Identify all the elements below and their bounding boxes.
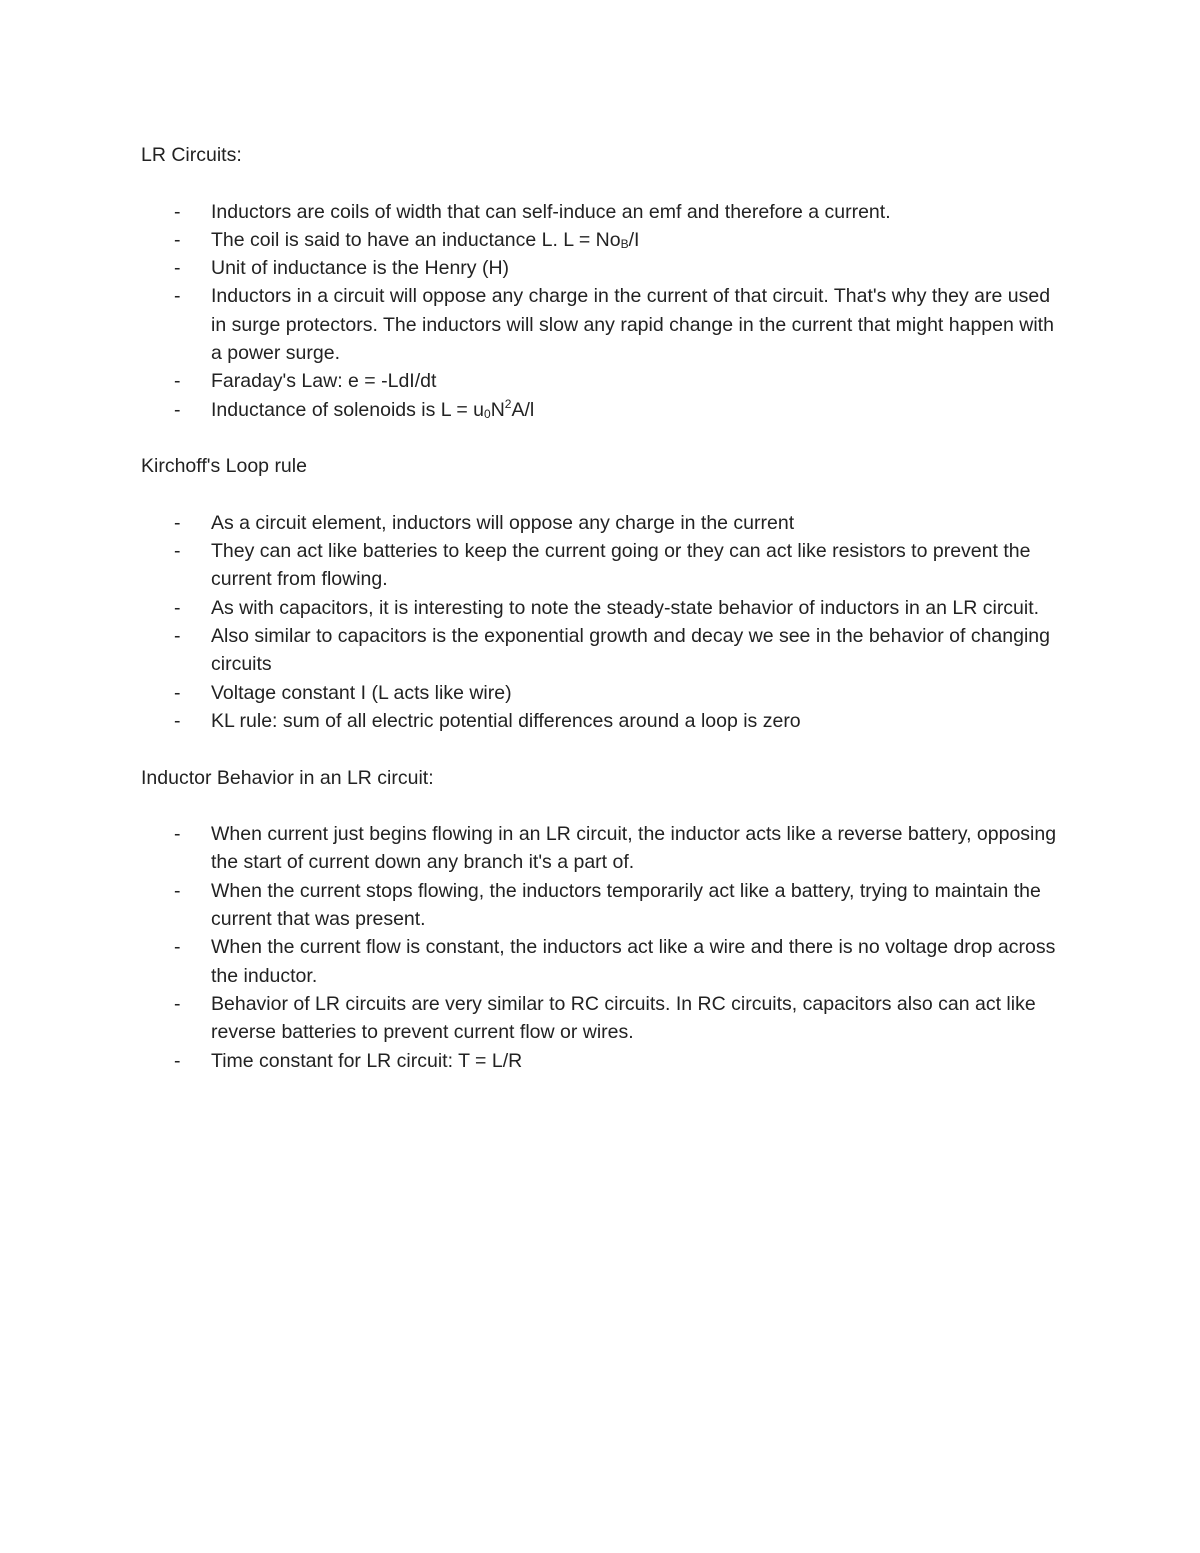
bullet-dash: -	[174, 1049, 181, 1072]
list-item	[141, 707, 1061, 735]
list-item-text: Voltage constant I (L acts like wire)	[211, 681, 512, 704]
list-item	[141, 509, 1061, 537]
bullet-dash: -	[174, 200, 181, 223]
bullet-list-inductor-behavior	[141, 820, 1061, 1075]
list-item-text: Time constant for LR circuit: T = L/R	[211, 1049, 523, 1072]
bullet-dash: -	[174, 285, 181, 308]
bullet-dash: -	[174, 596, 181, 619]
list-item-text: As with capacitors, it is interesting to note the steady-state behavior of inductors in an LR circuit.	[211, 596, 1040, 619]
bullet-dash: -	[174, 625, 181, 648]
list-item	[141, 820, 1061, 877]
bullet-dash: -	[174, 936, 181, 959]
list-item	[141, 1047, 1061, 1075]
list-item	[141, 396, 1061, 424]
formula-tail: /I	[628, 228, 640, 251]
bullet-dash: -	[174, 709, 181, 732]
list-item-text: When the current stops flowing, the inductors temporarily act like a battery, trying to maintain the current that was present.	[211, 879, 1041, 931]
list-item	[141, 933, 1061, 990]
list-item	[141, 282, 1061, 367]
list-item-text: Inductors are coils of width that can self-induce an emf and therefore a current.	[211, 200, 891, 223]
list-item	[141, 594, 1061, 622]
list-item	[141, 622, 1061, 679]
bullet-list-lr-circuits	[141, 198, 1061, 424]
bullet-dash: -	[174, 992, 181, 1015]
list-item	[141, 226, 1061, 254]
list-item-text: They can act like batteries to keep the current going or they can act like resistors to prevent the current from flowing.	[211, 540, 1031, 591]
list-item	[141, 367, 1061, 395]
list-item-text: As a circuit element, inductors will oppose any charge in the current	[211, 511, 795, 534]
formula-superscript: 2	[504, 396, 512, 411]
formula-mid: N	[490, 398, 505, 421]
list-item-text: Also similar to capacitors is the exponential growth and decay we see in the behavior of changing circuits	[211, 625, 1050, 676]
bullet-dash: -	[174, 398, 181, 421]
list-item	[141, 679, 1061, 707]
bullet-dash: -	[174, 879, 181, 902]
list-item-text: KL rule: sum of all electric potential differences around a loop is zero	[211, 709, 801, 732]
bullet-dash: -	[174, 681, 181, 704]
list-item	[141, 990, 1061, 1047]
list-item	[141, 877, 1061, 934]
list-item	[141, 537, 1061, 594]
bullet-list-kirchoff	[141, 509, 1061, 735]
bullet-dash: -	[174, 511, 181, 534]
bullet-dash: -	[174, 540, 181, 563]
formula-subscript: B	[620, 236, 629, 251]
list-item	[141, 198, 1061, 226]
list-item-text: Unit of inductance is the Henry (H)	[211, 257, 510, 280]
bullet-dash: -	[174, 257, 181, 280]
bullet-dash: -	[174, 370, 181, 393]
list-item-text: When current just begins flowing in an LR circuit, the inductor acts like a reverse battery, opposing the start of current down any branch it's a part of.	[211, 823, 1057, 874]
section-heading-kirchoff: Kirchoff's Loop rule	[141, 455, 307, 478]
bullet-dash: -	[174, 823, 181, 846]
list-item-text: Behavior of LR circuits are very similar to RC circuits. In RC circuits, capacitors also can act like reverse batteries to prevent current flow or wires.	[211, 992, 1036, 1044]
document-body	[141, 141, 1061, 1103]
formula-tail: A/l	[511, 398, 535, 421]
formula-subscript: 0	[484, 406, 491, 421]
list-item	[141, 254, 1061, 282]
list-item-text: Inductors in a circuit will oppose any charge in the current of that circuit. That's why they are used in surge protectors. The inductors will slow any rapid change in the current that might happen with a power surge.	[211, 285, 1054, 365]
list-item-text: Inductance of solenoids is L = u	[211, 398, 484, 421]
section-heading-lr-circuits: LR Circuits:	[141, 144, 242, 166]
list-item-text: Faraday's Law: e = -LdI/dt	[211, 370, 437, 393]
bullet-dash: -	[174, 228, 181, 251]
section-heading-inductor-behavior: Inductor Behavior in an LR circuit:	[141, 766, 434, 789]
list-item-text: When the current flow is constant, the inductors act like a wire and there is no voltage drop across the inductor.	[211, 936, 1056, 987]
list-item-text: The coil is said to have an inductance L. L = No	[211, 228, 621, 251]
